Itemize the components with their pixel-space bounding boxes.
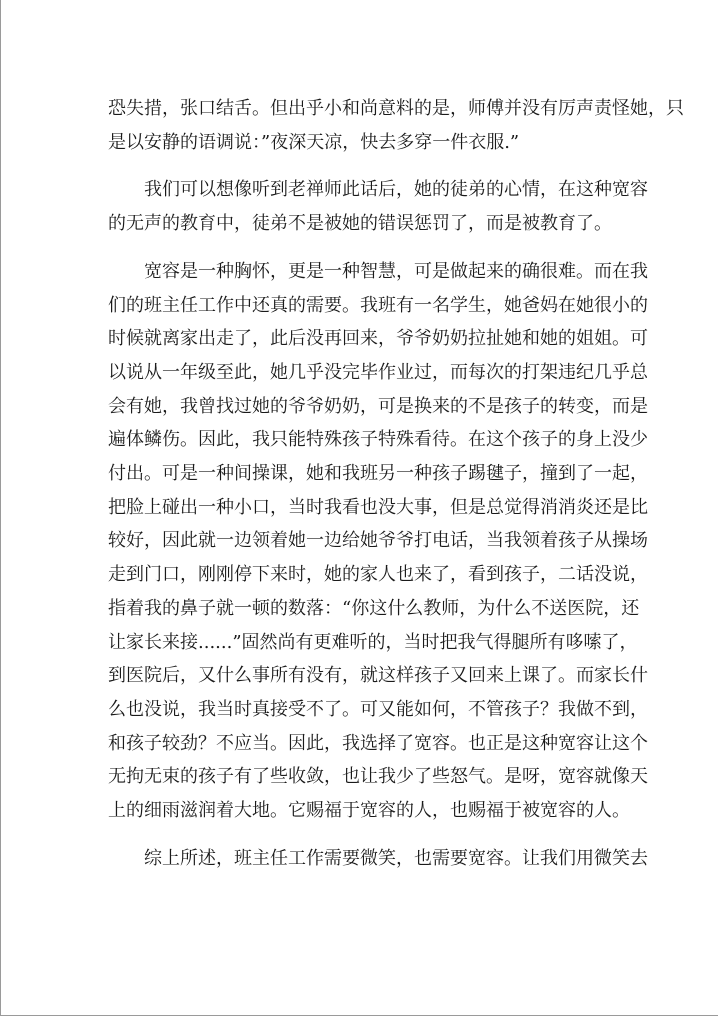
- text-line: 到医院后，又什么事所有没有，就这样孩子又回来上课了。而家长什: [108, 665, 648, 687]
- text-line: 是以安静的语调说：”夜深天凉，快去多穿一件衣服.”: [108, 131, 520, 153]
- text-line: 时候就离家出走了，此后没再回来，爷爷奶奶拉扯她和她的姐姐。可: [108, 328, 648, 350]
- text-line: 综上所述，班主任工作需要微笑，也需要宽容。让我们用微笑去: [144, 847, 648, 869]
- text-line: 把脸上碰出一种小口，当时我看也没大事，但是总觉得消消炎还是比: [108, 496, 648, 518]
- text-line: 恐失措，张口结舌。但出乎小和尚意料的是，师傅并没有厉声责怪她，只: [108, 98, 684, 119]
- text-line: 较好，因此就一边领着她一边给她爷爷打电话，当我领着孩子从操场: [108, 530, 648, 552]
- text-line: 让家长来接......”固然尚有更难听的，当时把我气得腿所有哆嗦了，: [108, 631, 638, 653]
- text-line: 走到门口，刚刚停下来时，她的家人也来了，看到孩子，二话没说，: [108, 564, 648, 586]
- text-line: 我们可以想像听到老禅师此话后，她的徒弟的心情，在这种宽容: [144, 179, 648, 201]
- text-line: 会有她，我曾找过她的爷爷奶奶，可是换来的不是孩子的转变，而是: [108, 395, 648, 417]
- text-line: 无拘无束的孩子有了些收敛，也让我少了些怒气。是呀，宽容就像天: [108, 766, 648, 788]
- paragraph-continued: [108, 92, 684, 159]
- text-line: 以说从一年级至此，她几乎没完毕作业过，而每次的打架违纪几乎总: [108, 361, 648, 383]
- text-line: 指着我的鼻子就一顿的数落：“你这什么教师，为什么不送医院，还: [108, 597, 640, 619]
- text-line: 宽容是一种胸怀，更是一种智慧，可是做起来的确很难。而在我: [144, 260, 648, 282]
- text-line: 付出。可是一种间操课，她和我班另一种孩子踢毽子，撞到了一起，: [108, 463, 648, 485]
- text-line: 和孩子较劲？不应当。因此，我选择了宽容。也正是这种宽容让这个: [108, 732, 648, 754]
- text-line: 上的细雨滋润着大地。它赐福于宽容的人，也赐福于被宽容的人。: [108, 800, 630, 822]
- text-line: 么也没说，我当时真接受不了。可又能如何，不管孩子？我做不到，: [108, 698, 648, 720]
- paragraph: [108, 842, 648, 876]
- text-line: 的无声的教育中，徒弟不是被她的错误惩罚了，而是被教育了。: [108, 213, 612, 235]
- paragraph: [108, 255, 648, 828]
- paragraph: [108, 173, 648, 240]
- document-body: [108, 92, 684, 875]
- text-line: 们的班主任工作中还真的需要。我班有一名学生，她爸妈在她很小的: [108, 294, 648, 316]
- text-line: 遍体鳞伤。因此，我只能特殊孩子特殊看待。在这个孩子的身上没少: [108, 429, 648, 451]
